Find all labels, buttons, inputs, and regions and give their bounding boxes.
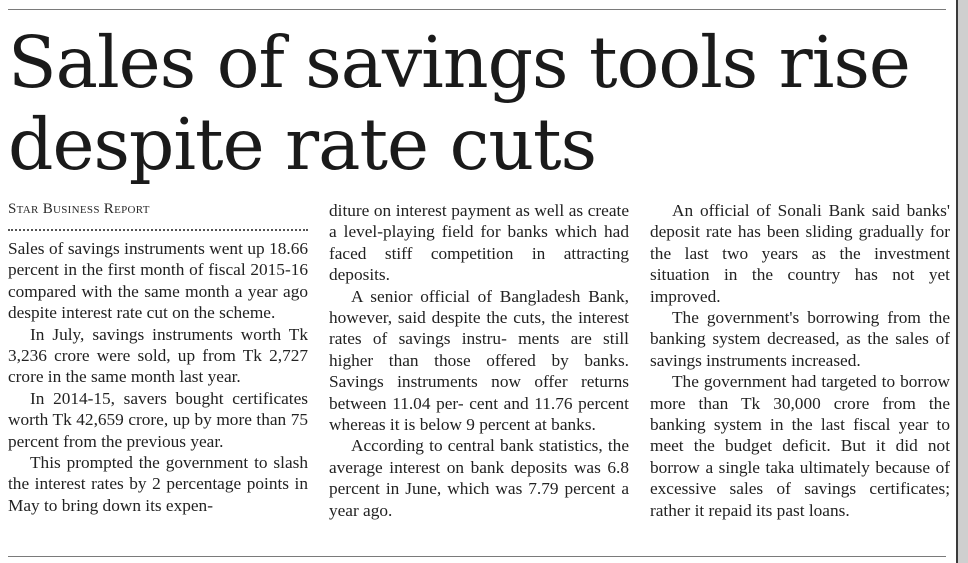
byline-dotted-rule [8, 229, 308, 231]
paragraph: The government had targeted to borrow more than Tk 30,000 crore from the banking system in the last fiscal year to meet the budget deficit. But it did not borrow a single taka ultimately because of excessive sales of savings certificates; rather it repaid its past loans. [650, 372, 950, 520]
headline [8, 22, 953, 186]
paragraph: In 2014-15, savers bought certificates worth Tk 42,659 crore, up by more than 75 percent from the previous year. [8, 388, 308, 451]
article-column-3 [650, 200, 950, 521]
bottom-rule [8, 556, 946, 557]
paragraph: Sales of savings instruments went up 18.66 percent in the first month of fiscal 2015-16 compared with the same month a year ago despite interest rate cut on the scheme. [8, 239, 308, 323]
paragraph: According to central bank statistics, the average interest on bank deposits was 6.8 percent in June, which was 7.79 percent a year ago. [329, 436, 629, 520]
paragraph: An official of Sonali Bank said banks' deposit rate has been sliding gradually for the last two years as the investment situation in the country has not yet improved. [650, 201, 950, 306]
page-edge-margin [958, 0, 968, 563]
top-rule [8, 9, 946, 10]
paragraph: In July, savings instruments worth Tk 3,236 crore were sold, up from Tk 2,727 crore in the same month last year. [8, 324, 308, 387]
paragraph: The government's borrowing from the banking system decreased, as the sales of savings instruments increased. [650, 308, 950, 370]
article-column-2 [329, 200, 629, 521]
article-column-1 [8, 238, 308, 516]
headline-line-1: Sales of savings tools rise [8, 21, 910, 104]
paragraph: A senior official of Bangladesh Bank, however, said despite the cuts, the interest rates of savings instru- ments are still higher than those offered by banks. Savings instruments now offer returns between 11.04 per- cent and 11.76 percent whereas it is below 9 percent at banks. [329, 286, 629, 435]
paragraph: diture on interest payment as well as create a level-playing field for banks which had faced stiff competition in attracting deposits. [329, 201, 629, 285]
byline: Star Business Report [8, 201, 150, 217]
headline-line-2: despite rate cuts [8, 103, 597, 186]
paragraph: This prompted the government to slash the interest rates by 2 percentage points in May to bring down its expen- [8, 453, 308, 515]
